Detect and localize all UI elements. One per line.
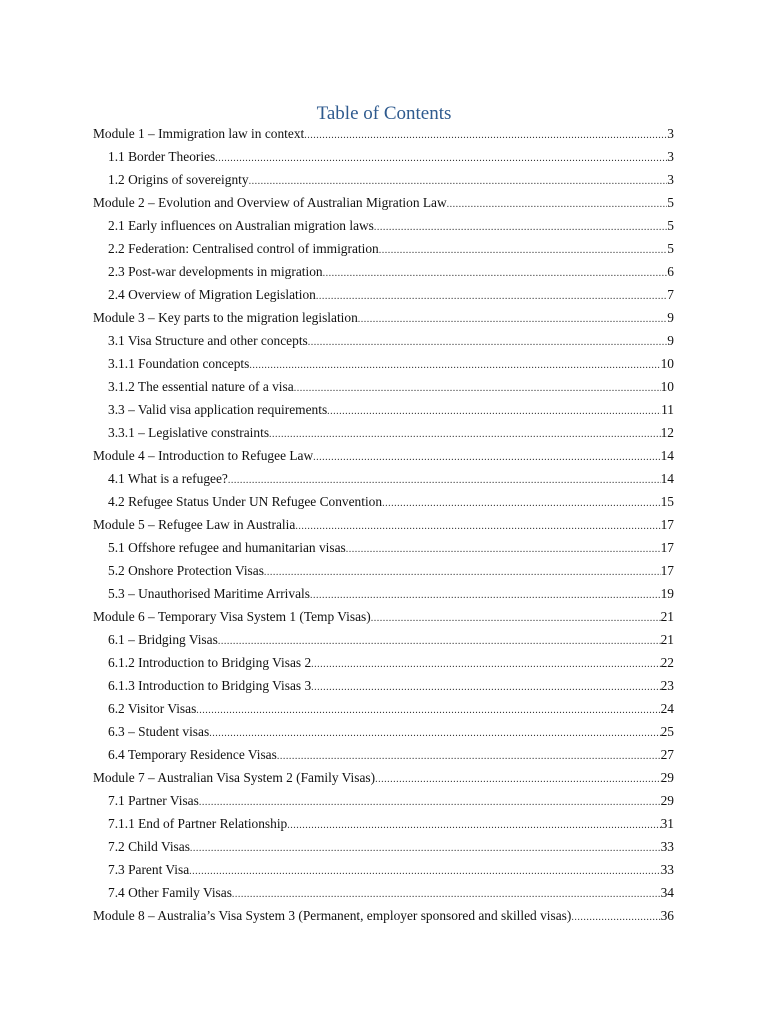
toc-entry-label: 4.2 Refugee Status Under UN Refugee Convention <box>108 494 383 509</box>
toc-section-entry[interactable] <box>93 168 674 191</box>
toc-entry-page-number: 17 <box>660 563 674 578</box>
toc-section-entry[interactable] <box>93 214 674 237</box>
toc-entry-page-number: 9 <box>667 333 674 348</box>
toc-dot-leader <box>199 791 661 812</box>
toc-module-entry[interactable] <box>93 191 674 214</box>
toc-entry-label: Module 6 – Temporary Visa System 1 (Temp Visas) <box>93 609 371 624</box>
toc-entry-page-number: 5 <box>667 218 674 233</box>
toc-entry-label: 6.1.3 Introduction to Bridging Visas 3 <box>108 678 312 693</box>
toc-entry-label: 5.1 Offshore refugee and humanitarian visas <box>108 540 346 555</box>
toc-section-entry[interactable] <box>93 145 674 168</box>
toc-entry-label: 7.2 Child Visas <box>108 839 190 854</box>
toc-entry-page-number: 27 <box>660 747 674 762</box>
toc-entry-label: 1.2 Origins of sovereignty <box>108 172 249 187</box>
toc-entry-page-number: 17 <box>660 517 674 532</box>
toc-section-entry[interactable] <box>93 674 674 697</box>
toc-dot-leader <box>311 653 660 674</box>
toc-entry-page-number: 34 <box>660 885 674 900</box>
toc-entry-page-number: 29 <box>660 793 674 808</box>
toc-entry-label: Module 7 – Australian Visa System 2 (Family Visas) <box>93 770 376 785</box>
toc-entry-page-number: 14 <box>660 448 674 463</box>
toc-dot-leader <box>294 377 661 398</box>
toc-dot-leader <box>218 630 661 651</box>
toc-entry-label: 2.4 Overview of Migration Legislation <box>108 287 316 302</box>
toc-entry-label: 3.1 Visa Structure and other concepts <box>108 333 308 348</box>
toc-section-entry[interactable] <box>93 398 674 421</box>
toc-dot-leader <box>308 331 668 352</box>
toc-entry-label: 7.4 Other Family Visas <box>108 885 232 900</box>
toc-dot-leader <box>277 745 661 766</box>
toc-module-entry[interactable] <box>93 766 674 789</box>
toc-entry-page-number: 22 <box>660 655 674 670</box>
toc-entry-page-number: 5 <box>667 241 674 256</box>
toc-section-entry[interactable] <box>93 559 674 582</box>
toc-entry-label: 6.4 Temporary Residence Visas <box>108 747 277 762</box>
toc-section-entry[interactable] <box>93 881 674 904</box>
toc-entry-page-number: 3 <box>667 172 674 187</box>
toc-module-entry[interactable] <box>93 444 674 467</box>
toc-module-entry[interactable] <box>93 605 674 628</box>
toc-entry-page-number: 12 <box>660 425 674 440</box>
toc-entry-page-number: 6 <box>667 264 674 279</box>
toc-module-entry[interactable] <box>93 904 674 927</box>
toc-entry-label: 7.1.1 End of Partner Relationship <box>108 816 288 831</box>
toc-dot-leader <box>571 906 660 927</box>
toc-entry-label: Module 5 – Refugee Law in Australia <box>93 517 296 532</box>
toc-entry-label: Module 3 – Key parts to the migration legislation <box>93 310 358 325</box>
toc-section-entry[interactable] <box>93 467 674 490</box>
toc-dot-leader <box>304 124 667 145</box>
toc-entry-label: Module 8 – Australia’s Visa System 3 (Permanent, employer sponsored and skilled visas) <box>93 908 572 923</box>
toc-dot-leader <box>196 699 660 720</box>
toc-entry-label: 7.3 Parent Visa <box>108 862 190 877</box>
toc-section-entry[interactable] <box>93 697 674 720</box>
toc-dot-leader <box>189 860 660 881</box>
toc-entry-page-number: 23 <box>660 678 674 693</box>
toc-entry-label: 4.1 What is a refugee? <box>108 471 228 486</box>
toc-entry-page-number: 33 <box>660 862 674 877</box>
toc-entry-label: 6.2 Visitor Visas <box>108 701 197 716</box>
toc-entry-label: Module 2 – Evolution and Overview of Australian Migration Law <box>93 195 447 210</box>
toc-entry-page-number: 31 <box>660 816 674 831</box>
toc-dot-leader <box>249 354 660 375</box>
toc-module-entry[interactable] <box>93 122 674 145</box>
toc-entry-label: 2.1 Early influences on Australian migration laws <box>108 218 374 233</box>
toc-entry-label: 5.3 – Unauthorised Maritime Arrivals <box>108 586 310 601</box>
toc-entry-label: 3.3.1 – Legislative constraints <box>108 425 270 440</box>
toc-section-entry[interactable] <box>93 812 674 835</box>
toc-entry-label: Module 1 – Immigration law in context <box>93 126 305 141</box>
toc-entry-page-number: 3 <box>667 126 674 141</box>
toc-dot-leader <box>264 561 661 582</box>
toc-entry-label: 3.1.2 The essential nature of a visa <box>108 379 294 394</box>
toc-dot-leader <box>249 170 668 191</box>
toc-entry-page-number: 5 <box>667 195 674 210</box>
toc-section-entry[interactable] <box>93 536 674 559</box>
toc-section-entry[interactable] <box>93 651 674 674</box>
toc-entry-page-number: 29 <box>660 770 674 785</box>
toc-entry-label: 1.1 Border Theories <box>108 149 216 164</box>
toc-dot-leader <box>323 262 668 283</box>
toc-entry-label: 6.1 – Bridging Visas <box>108 632 218 647</box>
toc-list <box>93 122 674 927</box>
toc-entry-page-number: 21 <box>660 632 674 647</box>
toc-module-entry[interactable] <box>93 306 674 329</box>
toc-section-entry[interactable] <box>93 835 674 858</box>
toc-dot-leader <box>232 883 661 904</box>
toc-entry-label: Module 4 – Introduction to Refugee Law <box>93 448 314 463</box>
toc-entry-page-number: 3 <box>667 149 674 164</box>
toc-dot-leader <box>374 216 667 237</box>
toc-section-entry[interactable] <box>93 858 674 881</box>
toc-section-entry[interactable] <box>93 260 674 283</box>
toc-entry-page-number: 10 <box>660 356 674 371</box>
toc-entry-page-number: 25 <box>660 724 674 739</box>
toc-entry-page-number: 19 <box>660 586 674 601</box>
toc-dot-leader <box>375 768 661 789</box>
toc-entry-page-number: 21 <box>660 609 674 624</box>
toc-entry-page-number: 9 <box>667 310 674 325</box>
toc-entry-page-number: 11 <box>661 402 674 417</box>
toc-entry-label: 3.1.1 Foundation concepts <box>108 356 250 371</box>
toc-entry-page-number: 10 <box>660 379 674 394</box>
toc-dot-leader <box>311 676 660 697</box>
toc-dot-leader <box>447 193 668 214</box>
toc-dot-leader <box>346 538 661 559</box>
toc-dot-leader <box>358 308 668 329</box>
toc-entry-page-number: 7 <box>667 287 674 302</box>
toc-section-entry[interactable] <box>93 375 674 398</box>
toc-section-entry[interactable] <box>93 628 674 651</box>
toc-section-entry[interactable] <box>93 283 674 306</box>
toc-dot-leader <box>316 285 667 306</box>
toc-dot-leader <box>379 239 668 260</box>
toc-entry-page-number: 36 <box>660 908 674 923</box>
toc-entry-label: 2.3 Post-war developments in migration <box>108 264 323 279</box>
toc-dot-leader <box>215 147 667 168</box>
toc-section-entry[interactable] <box>93 421 674 444</box>
toc-entry-label: 7.1 Partner Visas <box>108 793 199 808</box>
toc-section-entry[interactable] <box>93 582 674 605</box>
toc-entry-page-number: 17 <box>660 540 674 555</box>
toc-dot-leader <box>269 423 661 444</box>
toc-entry-label: 2.2 Federation: Centralised control of immigration <box>108 241 379 256</box>
toc-dot-leader <box>287 814 660 835</box>
toc-dot-leader <box>313 446 660 467</box>
toc-section-entry[interactable] <box>93 789 674 812</box>
toc-section-entry[interactable] <box>93 237 674 260</box>
toc-dot-leader <box>295 515 660 536</box>
toc-entry-label: 6.1.2 Introduction to Bridging Visas 2 <box>108 655 312 670</box>
toc-dot-leader <box>228 469 661 490</box>
toc-dot-leader <box>209 722 660 743</box>
toc-section-entry[interactable] <box>93 352 674 375</box>
toc-section-entry[interactable] <box>93 329 674 352</box>
toc-entry-page-number: 14 <box>660 471 674 486</box>
toc-module-entry[interactable] <box>93 513 674 536</box>
toc-section-entry[interactable] <box>93 490 674 513</box>
toc-entry-page-number: 33 <box>660 839 674 854</box>
toc-section-entry[interactable] <box>93 743 674 766</box>
toc-section-entry[interactable] <box>93 720 674 743</box>
toc-entry-page-number: 24 <box>660 701 674 716</box>
toc-entry-label: 6.3 – Student visas <box>108 724 210 739</box>
toc-dot-leader <box>371 607 661 628</box>
toc-dot-leader <box>327 400 661 421</box>
toc-dot-leader <box>190 837 661 858</box>
toc-dot-leader <box>382 492 661 513</box>
toc-title: Table of Contents <box>316 103 452 124</box>
toc-dot-leader <box>310 584 661 605</box>
toc-entry-label: 3.3 – Valid visa application requirements <box>108 402 328 417</box>
toc-entry-page-number: 15 <box>660 494 674 509</box>
toc-entry-label: 5.2 Onshore Protection Visas <box>108 563 264 578</box>
